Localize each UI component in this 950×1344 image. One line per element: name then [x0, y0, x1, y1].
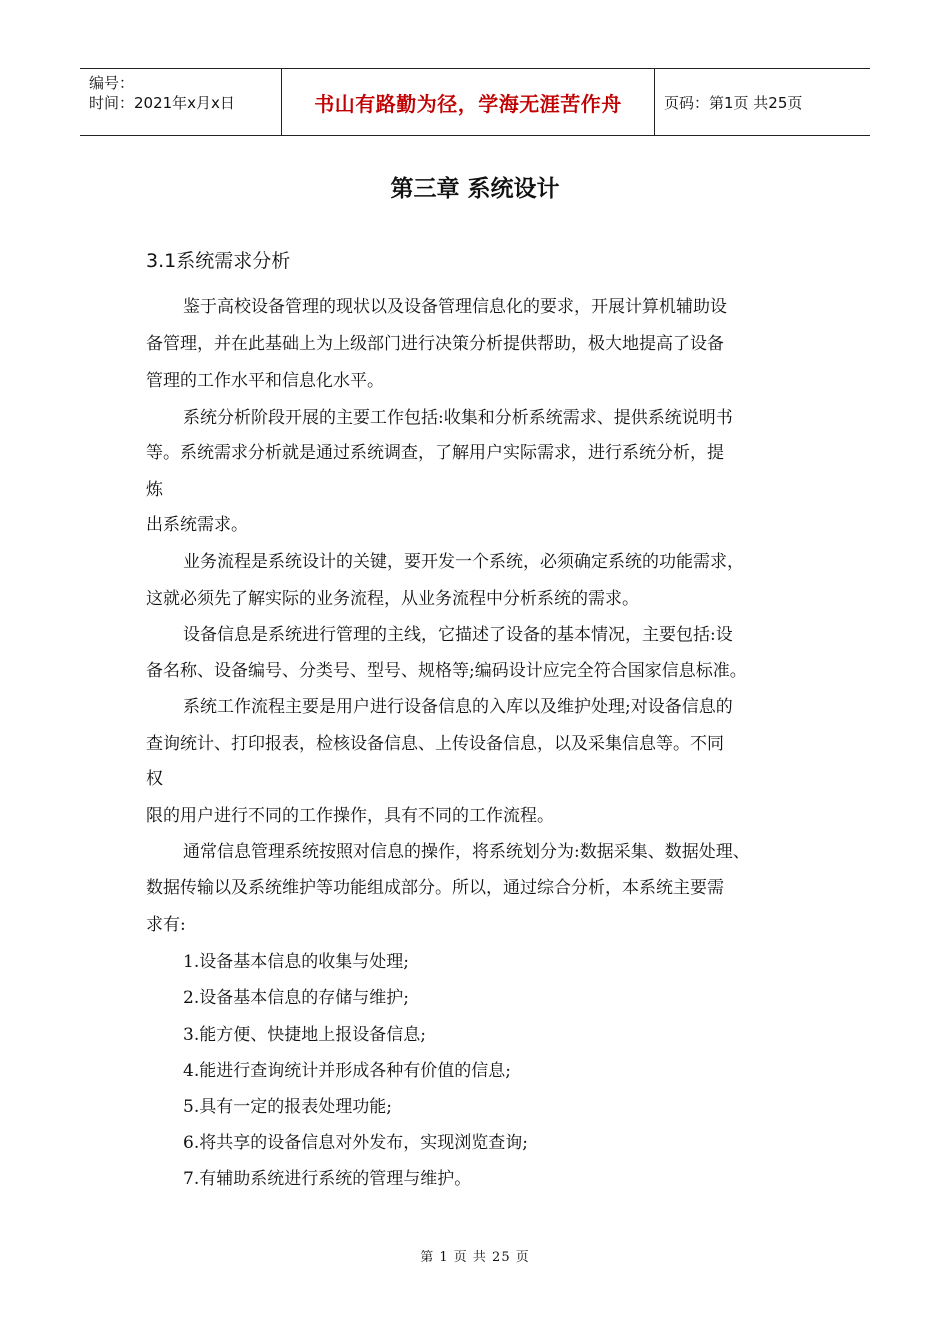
header-table — [80, 68, 870, 136]
body-line: 等。系统需求分析就是通过系统调查，了解用户实际需求，进行系统分析，提 — [146, 443, 724, 463]
body-line: 管理的工作水平和信息化水平。 — [146, 371, 384, 391]
body-line: 业务流程是系统设计的关键，要开发一个系统，必须确定系统的功能需求， — [183, 552, 744, 572]
body-line: 4.能进行查询统计并形成各种有价值的信息; — [183, 1061, 511, 1081]
body-line: 这就必须先了解实际的业务流程，从业务流程中分析系统的需求。 — [146, 589, 639, 609]
body-line: 设备信息是系统进行管理的主线，它描述了设备的基本情况，主要包括:设 — [183, 625, 733, 645]
body-line: 备名称、设备编号、分类号、型号、规格等;编码设计应完全符合国家信息标准。 — [146, 661, 747, 681]
body-line: 查询统计、打印报表，检核设备信息、上传设备信息，以及采集信息等。不同 — [146, 734, 724, 754]
header-page-info: 页码：第1页 共25页 — [664, 93, 803, 112]
document-number-label: 编号： — [89, 74, 135, 92]
header-motto: 书山有路勤为径，学海无涯苦作舟 — [282, 69, 655, 135]
section-title: 3.1系统需求分析 — [146, 250, 291, 272]
document-time-label: 时间：2021年x月x日 — [89, 94, 235, 112]
body-line: 7.有辅助系统进行系统的管理与维护。 — [183, 1169, 472, 1189]
body-line: 限的用户进行不同的工作操作，具有不同的工作流程。 — [146, 806, 554, 826]
body-line: 1.设备基本信息的收集与处理; — [183, 952, 409, 972]
body-line: 炼 — [146, 480, 163, 500]
body-line: 系统分析阶段开展的主要工作包括:收集和分析系统需求、提供系统说明书 — [183, 408, 733, 428]
body-line: 备管理，并在此基础上为上级部门进行决策分析提供帮助，极大地提高了设备 — [146, 334, 724, 354]
body-line: 2.设备基本信息的存储与维护; — [183, 988, 409, 1008]
body-line: 5.具有一定的报表处理功能; — [183, 1097, 392, 1117]
body-line: 6.将共享的设备信息对外发布，实现浏览查询; — [183, 1133, 528, 1153]
body-line: 权 — [146, 769, 163, 789]
body-line: 出系统需求。 — [146, 515, 248, 535]
body-line: 3.能方便、快捷地上报设备信息; — [183, 1025, 426, 1045]
body-line: 数据传输以及系统维护等功能组成部分。所以，通过综合分析，本系统主要需 — [146, 878, 724, 898]
page-footer: 第 1 页 共 25 页 — [420, 1250, 530, 1265]
body-line: 系统工作流程主要是用户进行设备信息的入库以及维护处理;对设备信息的 — [183, 697, 733, 717]
header-meta-cell — [80, 69, 282, 135]
body-line: 求有: — [146, 915, 186, 935]
chapter-title: 第三章 系统设计 — [390, 176, 560, 202]
body-line: 通常信息管理系统按照对信息的操作，将系统划分为:数据采集、数据处理、 — [183, 842, 750, 862]
body-line: 鉴于高校设备管理的现状以及设备管理信息化的要求，开展计算机辅助设 — [183, 297, 727, 317]
